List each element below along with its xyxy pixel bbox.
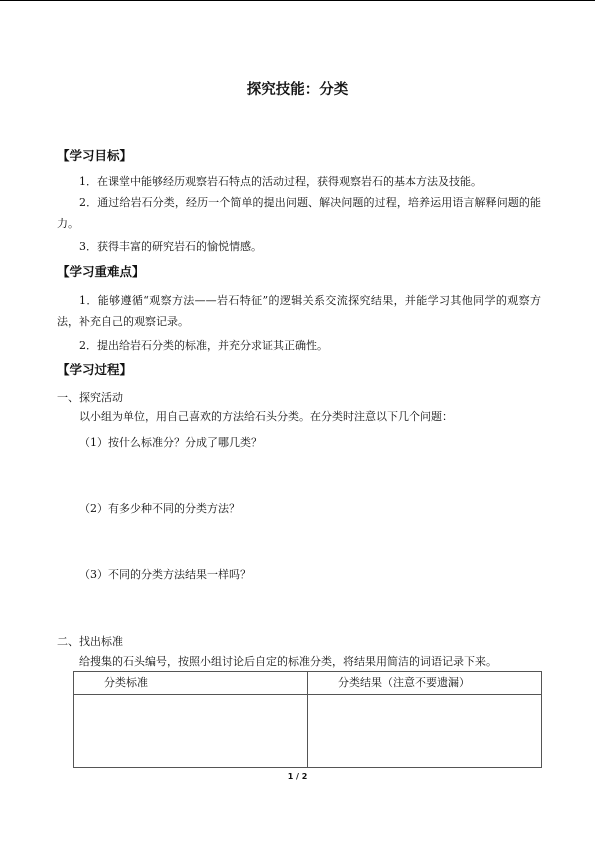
activity-title: 一、探究活动 <box>57 391 123 404</box>
standard-intro: 给搜集的石头编号，按照小组讨论后自定的标准分类，将结果用简洁的词语记录下来。 <box>79 655 497 668</box>
activity-question: （2）有多少种不同的分类方法？ <box>79 502 240 515</box>
activity-question: （3）不同的分类方法结果一样吗？ <box>79 568 251 581</box>
activity-question: （1）按什么标准分？分成了哪几类？ <box>79 436 262 449</box>
key-point-item: 2．提出给岩石分类的标准，并充分求证其正确性。 <box>79 339 328 352</box>
page-title: 探究技能：分类 <box>246 82 349 98</box>
key-points-heading: 【学习重难点】 <box>57 264 145 279</box>
table-cell-standard[interactable] <box>74 695 308 768</box>
process-heading: 【学习过程】 <box>57 362 133 377</box>
activity-intro: 以小组为单位，用自己喜欢的方法给石头分类。在分类时注意以下几个问题： <box>79 410 453 423</box>
goal-item: 1．在课堂中能够经历观察岩石特点的活动过程，获得观察岩石的基本方法及技能。 <box>79 175 482 188</box>
classification-table <box>73 671 542 768</box>
top-border <box>0 0 595 1</box>
goal-item: 2．通过给岩石分类，经历一个简单的提出问题、解决问题的过程，培养运用语言解释问题的能力。 <box>57 196 541 230</box>
table-header-result: 分类结果（注意不要遗漏） <box>308 672 542 695</box>
table-cell-result[interactable] <box>308 695 542 768</box>
goal-item: 3．获得丰富的研究岩石的愉悦情感。 <box>79 240 262 253</box>
standard-title: 二、找出标准 <box>57 635 123 648</box>
key-point-item: 1．能够遵循“观察方法——岩石特征”的逻辑关系交流探究结果，并能学习其他同学的观察方法，补充自己的观察记录。 <box>57 294 541 328</box>
goals-heading: 【学习目标】 <box>57 148 133 163</box>
page-number: 1 / 2 <box>287 772 308 781</box>
table-header-standard: 分类标准 <box>74 672 308 695</box>
